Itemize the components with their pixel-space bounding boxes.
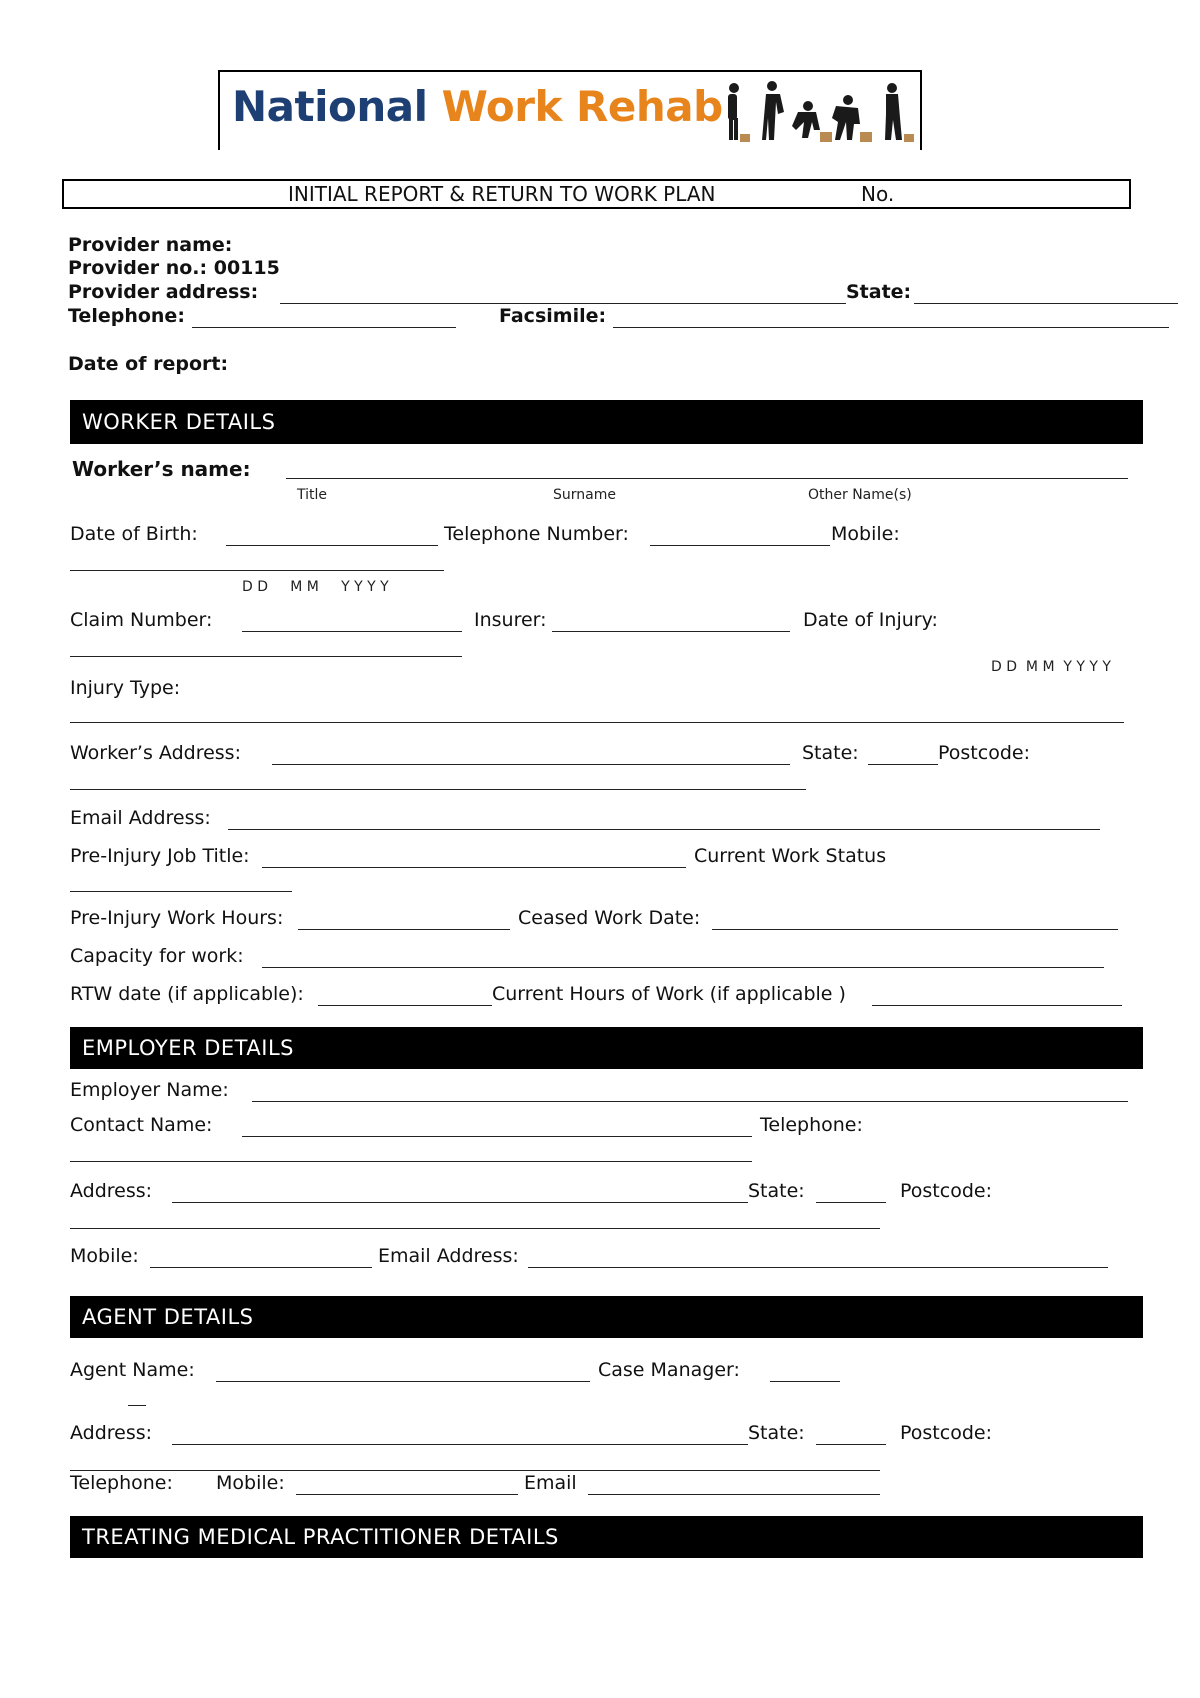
report-date-label: Date of report: [68, 353, 229, 375]
agent-address-field[interactable] [172, 1444, 748, 1445]
worker-state-label: State: [802, 742, 859, 764]
agent-details-header: AGENT DETAILS [70, 1296, 1143, 1338]
worker-mobile-field[interactable] [70, 570, 444, 571]
worker-email-label: Email Address: [70, 807, 211, 829]
employer-address-field[interactable] [172, 1202, 748, 1203]
employer-telephone-field[interactable] [70, 1161, 752, 1162]
rtw-date-field[interactable] [318, 1005, 492, 1006]
work-status-field[interactable] [70, 891, 292, 892]
ceased-work-label: Ceased Work Date: [518, 907, 701, 929]
employer-telephone-label: Telephone: [760, 1114, 863, 1136]
worker-telephone-field[interactable] [650, 545, 830, 546]
agent-postcode-label: Postcode: [900, 1422, 992, 1444]
rtw-date-label: RTW date (if applicable): [70, 983, 304, 1005]
provider-address-field[interactable] [280, 303, 846, 304]
report-number-label: No. [861, 182, 895, 206]
logo-box [218, 70, 922, 150]
employer-details-header: EMPLOYER DETAILS [70, 1027, 1143, 1069]
worker-mobile-label: Mobile: [831, 523, 900, 545]
provider-name-label: Provider name: [68, 234, 233, 256]
brand-work-rehab: Work Rehab [441, 82, 723, 131]
provider-telephone-label: Telephone: [68, 305, 185, 327]
provider-state-label: State: [846, 281, 912, 303]
medical-practitioner-header: TREATING MEDICAL PRACTITIONER DETAILS [70, 1516, 1143, 1558]
provider-facsimile-field[interactable] [613, 327, 1169, 328]
agent-address-label: Address: [70, 1422, 153, 1444]
ceased-work-field[interactable] [712, 929, 1118, 930]
insurer-label: Insurer: [474, 609, 547, 631]
capacity-label: Capacity for work: [70, 945, 244, 967]
employer-state-label: State: [748, 1180, 805, 1202]
injury-type-field[interactable] [70, 722, 1124, 723]
provider-number: Provider no.: 00115 [68, 257, 280, 279]
agent-telephone-label: Telephone: [70, 1472, 173, 1494]
report-title: INITIAL REPORT & RETURN TO WORK PLAN [288, 182, 716, 206]
employer-address-label: Address: [70, 1180, 153, 1202]
agent-email-field[interactable] [588, 1494, 880, 1495]
provider-telephone-field[interactable] [192, 327, 456, 328]
work-hours-label: Pre-Injury Work Hours: [70, 907, 284, 929]
current-hours-label: Current Hours of Work (if applicable ) [492, 983, 846, 1005]
provider-facsimile-label: Facsimile: [499, 305, 607, 327]
brand-national: National [232, 82, 428, 131]
worker-name-label: Worker’s name: [72, 457, 251, 481]
job-title-label: Pre-Injury Job Title: [70, 845, 250, 867]
work-hours-field[interactable] [298, 929, 510, 930]
doi-format-hint: D D M M Y Y Y Y [991, 659, 1111, 675]
worker-othernames-sublabel: Other Name(s) [808, 487, 912, 503]
employer-email-field[interactable] [528, 1267, 1108, 1268]
worker-title-sublabel: Title [297, 487, 328, 503]
date-of-injury-field[interactable] [70, 656, 462, 657]
agent-email-label: Email [524, 1472, 577, 1494]
report-title-box [62, 179, 1131, 209]
case-manager-continuation [128, 1405, 146, 1406]
work-status-label: Current Work Status [694, 845, 887, 867]
employer-state-field[interactable] [816, 1202, 886, 1203]
employer-email-label: Email Address: [378, 1245, 519, 1267]
brand-logo [232, 82, 723, 131]
employer-name-field[interactable] [252, 1101, 1128, 1102]
claim-number-label: Claim Number: [70, 609, 213, 631]
worker-surname-sublabel: Surname [553, 487, 616, 503]
agent-name-label: Agent Name: [70, 1359, 195, 1381]
worker-postcode-field[interactable] [70, 789, 806, 790]
worker-name-field[interactable] [286, 478, 1128, 479]
employer-name-label: Employer Name: [70, 1079, 229, 1101]
worker-postcode-label: Postcode: [938, 742, 1030, 764]
worker-details-header: WORKER DETAILS [70, 400, 1143, 444]
capacity-field[interactable] [262, 967, 1104, 968]
agent-state-field[interactable] [816, 1444, 886, 1445]
worker-telephone-label: Telephone Number: [444, 523, 629, 545]
worker-address-label: Worker’s Address: [70, 742, 241, 764]
worker-state-field[interactable] [868, 764, 938, 765]
agent-mobile-field[interactable] [296, 1494, 518, 1495]
claim-number-field[interactable] [242, 631, 462, 632]
dob-field[interactable] [226, 545, 438, 546]
worker-address-field[interactable] [272, 764, 790, 765]
insurer-field[interactable] [552, 631, 790, 632]
agent-name-field[interactable] [216, 1381, 590, 1382]
employer-mobile-field[interactable] [150, 1267, 372, 1268]
employer-postcode-label: Postcode: [900, 1180, 992, 1202]
contact-name-label: Contact Name: [70, 1114, 213, 1136]
dob-format-hint: D D M M Y Y Y Y [242, 579, 389, 595]
provider-address-label: Provider address: [68, 281, 259, 303]
case-manager-field[interactable] [770, 1381, 840, 1382]
injury-type-label: Injury Type: [70, 677, 181, 699]
contact-name-field[interactable] [242, 1136, 752, 1137]
employer-postcode-field[interactable] [70, 1228, 880, 1229]
agent-state-label: State: [748, 1422, 805, 1444]
dob-label: Date of Birth: [70, 523, 198, 545]
worker-email-field[interactable] [228, 829, 1100, 830]
provider-state-field[interactable] [914, 303, 1178, 304]
date-of-injury-label: Date of Injury: [803, 609, 938, 631]
employer-mobile-label: Mobile: [70, 1245, 139, 1267]
workers-silhouettes-icon [720, 78, 920, 148]
current-hours-field[interactable] [872, 1005, 1122, 1006]
agent-postcode-field[interactable] [70, 1470, 880, 1471]
job-title-field[interactable] [262, 867, 686, 868]
case-manager-label: Case Manager: [598, 1359, 740, 1381]
agent-mobile-label: Mobile: [216, 1472, 285, 1494]
